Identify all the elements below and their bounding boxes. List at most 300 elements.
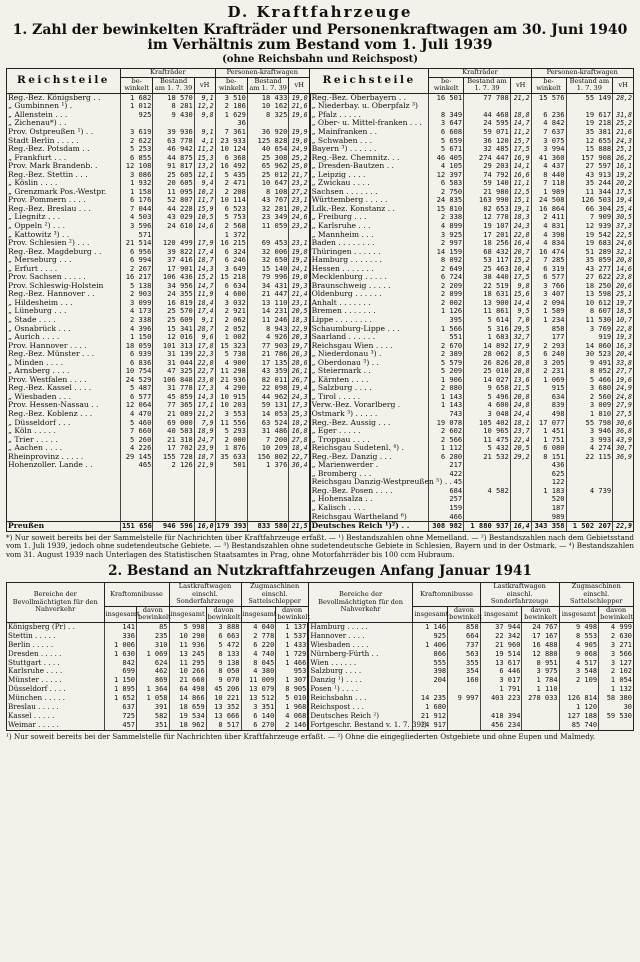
kraftraeder-bewinkelt: 29 145 <box>120 453 152 462</box>
kraftraeder-bestand <box>464 470 511 479</box>
kraftraeder-bestand: 4 582 <box>464 487 511 496</box>
zug-insgesamt: 6 140 <box>241 712 276 721</box>
pkw-vh: 21,6 <box>289 102 310 111</box>
lkw-insgesamt: 11 936 <box>169 641 206 650</box>
kraftraeder-bestand: 17 901 <box>153 265 194 274</box>
region-name: Thüringen . . . . . . <box>310 248 429 257</box>
kraftraeder-bestand: 18 570 <box>153 93 194 102</box>
empty-cell <box>153 487 194 496</box>
kraftraeder-bestand: 43 029 <box>153 213 194 222</box>
region-name: Baden . . . . . . . . <box>310 239 429 248</box>
empty-cell <box>120 487 152 496</box>
pkw-bestand: 65 962 <box>247 162 288 171</box>
pkw-bestand: 59 131 <box>247 401 288 410</box>
kraftraeder-bewinkelt: 466 <box>429 513 464 522</box>
region-name: Reg.-Bez. Aussig . . . <box>310 419 429 428</box>
kraftraeder-bestand: 101 313 <box>153 342 194 351</box>
lkw-insgesamt: 18 659 <box>169 703 206 712</box>
pkw-bewinkelt: 15 576 <box>531 93 566 102</box>
zug-insgesamt: 3 548 <box>559 667 598 676</box>
region-name: „ Frankfurt . . . <box>7 154 121 163</box>
lkw-bewinkelt: 9 070 <box>206 676 241 685</box>
region-name: „ Stade . . . . <box>7 316 121 325</box>
kraftraeder-bestand: 105 402 <box>464 419 511 428</box>
pkw-bestand: 82 011 <box>247 376 288 385</box>
region-name: Reg.-Bez. Stettin . . . <box>7 171 121 180</box>
kraftraeder-vh: 24,7 <box>194 436 215 445</box>
kraftraeder-vh: 18,9 <box>194 427 215 436</box>
pkw-bewinkelt: 16 864 <box>531 205 566 214</box>
pkw-bestand: 63 524 <box>247 419 288 428</box>
table1-title: 1. Zahl der bewinkelten Krafträder und Personenkraftwagen am 30. Juni 1940 <box>12 21 628 38</box>
empty-cell <box>153 504 194 513</box>
bereich-name: Kassel . . . . . <box>7 712 105 721</box>
zug-bewinkelt: 4 999 <box>599 622 634 631</box>
col-bewinkelt: be-winkelt <box>120 77 152 93</box>
kraftraeder-vh: 11,9 <box>194 290 215 299</box>
pkw-vh: 32,1 <box>613 248 634 257</box>
region-name: Reg.-Bez. Koblenz . . . <box>7 410 121 419</box>
lkw-insgesamt <box>480 703 522 712</box>
lkw-bewinkelt: 8 951 <box>522 659 559 668</box>
table2-body <box>7 622 634 730</box>
pkw-bewinkelt: 2 094 <box>531 299 566 308</box>
pkw-bewinkelt: 1 876 <box>215 444 247 453</box>
pkw-bestand <box>566 461 613 470</box>
empty-cell <box>289 487 310 496</box>
kraftraeder-vh: 11,7 <box>194 196 215 205</box>
pkw-bewinkelt: 839 <box>531 401 566 410</box>
lkw-insgesamt: 19 514 <box>480 650 522 659</box>
pkw-vh: 25,0 <box>289 162 310 171</box>
kraftraeder-bewinkelt: 2 389 <box>429 350 464 359</box>
lkw-bewinkelt: 1 784 <box>522 676 559 685</box>
kraftraeder-vh: 20,8 <box>510 393 531 402</box>
zug-bewinkelt: 8 905 <box>276 685 309 694</box>
kraftraeder-bewinkelt: 6 855 <box>120 154 152 163</box>
kraftraeder-bestand: 25 609 <box>153 316 194 325</box>
col-bestand: Bestand am 1. 7. 39 <box>566 77 613 93</box>
pkw-vh: 28,6 <box>289 359 310 368</box>
kraftraeder-bewinkelt: 3 619 <box>120 128 152 137</box>
pkw-bewinkelt: 24 508 <box>531 196 566 205</box>
kraftraeder-bewinkelt: 6 583 <box>429 179 464 188</box>
pkw-bewinkelt: 6 080 <box>531 444 566 453</box>
kraftraeder-bestand: 39 822 <box>153 248 194 257</box>
region-name: „ Oberdonau ³) . . <box>310 359 429 368</box>
zug-bewinkelt: 30 <box>599 703 634 712</box>
kraftraeder-bewinkelt: 6 956 <box>120 248 152 257</box>
pkw-bewinkelt: 179 393 <box>216 521 247 531</box>
kraftraeder-bestand: 15 341 <box>153 325 194 334</box>
region-name: „ Köln . . . . . <box>7 427 121 436</box>
pkw-bewinkelt: 3 032 <box>215 299 247 308</box>
header <box>6 4 634 65</box>
lkw-insgesamt: 13 245 <box>169 650 206 659</box>
pkw-bestand: 79 996 <box>247 273 288 282</box>
pkw-bestand: 9 491 <box>566 359 613 368</box>
omnibusse-insgesamt: 1 146 <box>413 622 448 631</box>
omnibusse-bewinkelt <box>448 685 481 694</box>
lkw-bewinkelt: 8 133 <box>206 650 241 659</box>
kraftraeder-bewinkelt: 308 982 <box>429 522 464 532</box>
kraftraeder-vh: 8,5 <box>510 350 531 359</box>
kraftraeder-bewinkelt: 5 487 <box>120 384 152 393</box>
pkw-bewinkelt: 5 753 <box>215 213 247 222</box>
region-name: „ Arnsberg . . . . <box>7 367 121 376</box>
empty-cell <box>247 470 288 479</box>
kraftraeder-bestand: 120 499 <box>153 239 194 248</box>
pkw-bestand: 3 769 <box>566 325 613 334</box>
kraftraeder-bestand: 74 792 <box>464 171 511 180</box>
pkw-bestand: 4 926 <box>247 333 288 342</box>
region-name: Hohenzoller. Lande . . <box>7 461 121 470</box>
bereich-name: Düsseldorf . . . . <box>7 685 105 694</box>
lkw-insgesamt: 5 998 <box>169 622 206 631</box>
lkw-bewinkelt: 24 767 <box>522 622 559 631</box>
pkw-vh: 17,3 <box>289 401 310 410</box>
pkw-bewinkelt: 858 <box>531 325 566 334</box>
pkw-bestand: 10 647 <box>247 179 288 188</box>
kraftraeder-vh <box>194 119 215 128</box>
pkw-bewinkelt: 4 842 <box>531 119 566 128</box>
pkw-bewinkelt: 915 <box>531 384 566 393</box>
kraftraeder-vh: 32,7 <box>510 333 531 342</box>
empty-cell <box>289 513 310 522</box>
table-row <box>7 721 634 730</box>
kraftraeder-bestand: 5 496 <box>464 393 511 402</box>
kraftraeder-vh: 17,5 <box>510 145 531 154</box>
pkw-bestand: 157 908 <box>566 154 613 163</box>
kraftraeder-bestand: 28 062 <box>464 350 511 359</box>
kraftraeder-vh: 28,7 <box>194 325 215 334</box>
kraftraeder-vh: 15,7 <box>510 137 531 146</box>
kraftraeder-vh: 21,2 <box>510 93 531 102</box>
region-name: Prov. Hessen-Nassau . . <box>7 401 121 410</box>
kraftraeder-vh: 18,3 <box>510 213 531 222</box>
pkw-bewinkelt: 16 474 <box>531 248 566 257</box>
kraftraeder-vh: 11,2 <box>510 128 531 137</box>
col-vh: vH <box>510 77 531 93</box>
omnibusse-bewinkelt: 664 <box>448 632 481 641</box>
kraftraeder-bewinkelt: 12 397 <box>429 171 464 180</box>
zug-bewinkelt: 1 307 <box>276 676 309 685</box>
empty-cell <box>194 478 215 487</box>
pkw-vh: 22,7 <box>289 453 310 462</box>
kraftraeder-bestand: 11 095 <box>153 188 194 197</box>
pkw-bestand: 14 231 <box>247 307 288 316</box>
empty-cell <box>120 478 152 487</box>
pkw-bestand: 11 530 <box>566 316 613 325</box>
pkw-vh: 30,7 <box>613 444 634 453</box>
zug-insgesamt: 13 512 <box>241 694 276 703</box>
pkw-bestand: 156 802 <box>247 453 288 462</box>
pkw-vh: 24,6 <box>613 239 634 248</box>
pkw-bestand: 19 542 <box>566 231 613 240</box>
region-name: Deutsches Reich ¹)²) . . <box>310 522 429 532</box>
zug-bewinkelt: 5 010 <box>276 694 309 703</box>
pkw-bestand: 43 913 <box>566 171 613 180</box>
kraftraeder-bestand: 155 728 <box>153 453 194 462</box>
omnibusse-bewinkelt: 354 <box>448 667 481 676</box>
page <box>6 4 634 741</box>
pkw-bestand: 10 612 <box>566 299 613 308</box>
empty-cell <box>247 495 288 504</box>
kraftraeder-vh: 7,0 <box>510 316 531 325</box>
pkw-vh: 14,6 <box>613 265 634 274</box>
col-bereiche: Bereiche der Bevollmächtigten für den Nahverkehr <box>308 583 412 623</box>
pkw-bewinkelt: 4 831 <box>531 222 566 231</box>
omnibusse-insgesamt: 1 680 <box>413 703 448 712</box>
kraftraeder-bewinkelt: 2 338 <box>120 316 152 325</box>
kraftraeder-bewinkelt: 2 080 <box>429 384 464 393</box>
kraftraeder-vh: 13,6 <box>510 376 531 385</box>
region-name: „ Bromberg . . . <box>310 470 429 479</box>
kraftraeder-bewinkelt: 2 566 <box>429 436 464 445</box>
zug-insgesamt: 6 270 <box>241 721 276 730</box>
kraftraeder-vh: 17,1 <box>194 401 215 410</box>
kraftraeder-bewinkelt: 16 217 <box>120 273 152 282</box>
table1-subtitle: im Verhältnis zum Bestand vom 1. Juli 1939 <box>147 36 493 53</box>
kraftraeder-bewinkelt: 8 092 <box>429 256 464 265</box>
kraftraeder-bestand: 44 228 <box>153 205 194 214</box>
region-name: Anhalt . . . . . . . <box>310 299 429 308</box>
kraftraeder-bewinkelt: 151 656 <box>121 521 152 531</box>
zug-insgesamt: 2 778 <box>241 632 276 641</box>
kraftraeder-vh: 9,4 <box>194 179 215 188</box>
kraftraeder-bewinkelt: 1 158 <box>120 188 152 197</box>
pkw-bewinkelt: 1 751 <box>531 436 566 445</box>
empty-cell <box>215 478 247 487</box>
pkw-vh: 20,2 <box>289 205 310 214</box>
kraftraeder-vh: 15,9 <box>194 205 215 214</box>
pkw-vh: 22,5 <box>613 231 634 240</box>
lkw-bewinkelt: 45 206 <box>206 685 241 694</box>
pkw-vh: 24,9 <box>289 145 310 154</box>
region-name: Prov. Hannover . . . . <box>7 342 121 351</box>
kraftraeder-vh: 14,7 <box>194 282 215 291</box>
region-name: „ Steiermark . . <box>310 367 429 376</box>
kraftraeder-vh: 18,4 <box>194 299 215 308</box>
pkw-bestand: 10 162 <box>247 102 288 111</box>
kraftraeder-bewinkelt: 2 267 <box>120 265 152 274</box>
kraftraeder-vh: 22,4 <box>510 436 531 445</box>
region-name: „ Lüneburg . . . <box>7 307 121 316</box>
kraftraeder-bewinkelt: 4 396 <box>120 325 152 334</box>
kraftraeder-bestand: 25 605 <box>153 171 194 180</box>
omnibusse-insgesamt: 555 <box>413 659 448 668</box>
omnibusse-insgesamt: 1 652 <box>104 694 137 703</box>
pkw-bestand: 11 059 <box>247 222 288 231</box>
region-name: Mecklenburg . . . . . <box>310 273 429 282</box>
col-insgesamt: insgesamt <box>241 606 276 622</box>
kraftraeder-bewinkelt: 571 <box>120 231 152 240</box>
region-name: Oldenburg . . . . . . <box>310 290 429 299</box>
pkw-bewinkelt: 21 936 <box>215 376 247 385</box>
omnibusse-insgesamt: 1 895 <box>104 685 137 694</box>
empty-cell <box>289 495 310 504</box>
kraftraeder-bestand: 29 203 <box>464 162 511 171</box>
pkw-vh <box>289 119 310 128</box>
pkw-bestand: 30 523 <box>566 350 613 359</box>
omnibusse-insgesamt: 699 <box>104 667 137 676</box>
kraftraeder-bewinkelt: 2 338 <box>429 213 464 222</box>
kraftraeder-vh <box>510 470 531 479</box>
pkw-vh: 19,0 <box>289 273 310 282</box>
kraftraeder-bewinkelt: 1 906 <box>429 376 464 385</box>
zug-insgesamt: 13 079 <box>241 685 276 694</box>
zug-insgesamt: 85 740 <box>559 721 598 730</box>
kraftraeder-bestand: 91 817 <box>153 162 194 171</box>
pkw-vh: 25,1 <box>613 290 634 299</box>
pkw-vh: 24,3 <box>289 393 310 402</box>
region-name: „ Merseburg . . . <box>7 256 121 265</box>
kraftraeder-bewinkelt: 6 994 <box>120 256 152 265</box>
pkw-vh <box>289 231 310 240</box>
kraftraeder-bestand: 1 880 937 <box>464 522 511 532</box>
empty-cell <box>153 495 194 504</box>
region-name: Reg.-Bez. Breslau . . . <box>7 205 121 214</box>
pkw-bestand: 13 598 <box>566 290 613 299</box>
region-name: Reg.-Bez. Potsdam . . <box>7 145 121 154</box>
region-name: Reg.-Bez. Chemnitz. . . <box>310 154 429 163</box>
col-insgesamt: insgesamt <box>413 606 448 622</box>
kraftraeder-bewinkelt: 19 078 <box>429 419 464 428</box>
kraftraeder-bestand: 10 965 <box>464 427 511 436</box>
kraftraeder-bestand: 24 595 <box>464 119 511 128</box>
omnibusse-bewinkelt: 160 <box>448 676 481 685</box>
kraftraeder-bewinkelt: 3 086 <box>120 171 152 180</box>
pkw-vh: 20,3 <box>289 333 310 342</box>
kraftraeder-bestand: 45 859 <box>153 393 194 402</box>
kraftraeder-vh: 4,1 <box>194 137 215 146</box>
pkw-bewinkelt: 2 062 <box>215 316 247 325</box>
pkw-bewinkelt: 1 629 <box>215 111 247 120</box>
pkw-bewinkelt: 8 440 <box>531 171 566 180</box>
kraftraeder-bewinkelt: 18 059 <box>120 342 152 351</box>
region-name: „ Mainfranken . . <box>310 128 429 137</box>
empty-cell <box>153 478 194 487</box>
pkw-vh: 24,3 <box>613 137 634 146</box>
region-name: „ Schwaben . . . <box>310 137 429 146</box>
omnibusse-bewinkelt: 624 <box>137 659 170 668</box>
kraftraeder-bestand: 31 044 <box>153 359 194 368</box>
col-bereiche: Bereiche der Bevollmächtigten für den Nahverkehr <box>7 583 105 623</box>
kraftraeder-bewinkelt: 925 <box>120 111 152 120</box>
col-bestand: Bestand am 1. 7. 39 <box>154 76 193 93</box>
pkw-bestand: 3 993 <box>566 436 613 445</box>
kraftraeder-bewinkelt: 422 <box>429 470 464 479</box>
region-name: „ Hohensalza . . <box>310 495 429 504</box>
region-name: Saarland . . . . . . <box>310 333 429 342</box>
region-name: „ Salzburg . . . . <box>310 384 429 393</box>
region-name: Braunschweig . . . . . <box>310 282 429 291</box>
omnibusse-bewinkelt: 1 058 <box>137 694 170 703</box>
kraftraeder-bestand: 59 071 <box>464 128 511 137</box>
kraftraeder-vh <box>510 495 531 504</box>
table2-footnotes: ¹) Nur soweit bereits bei der Sammelstelle für Nachrichten über Kraftfahrzeuge erfaßt. — ²) Ohne die eingegliederten Ostgebiete und ohne Eupen und Malmedy. <box>6 731 596 741</box>
lkw-bewinkelt: 8 517 <box>206 721 241 730</box>
pkw-bestand: 126 503 <box>566 196 613 205</box>
zug-insgesamt: 4 040 <box>241 622 276 631</box>
omnibusse-bewinkelt: 563 <box>448 650 481 659</box>
omnibusse-bewinkelt: 391 <box>137 703 170 712</box>
zug-bewinkelt: 1 466 <box>276 659 309 668</box>
pkw-bewinkelt: 23 933 <box>215 137 247 146</box>
pkw-bestand: 40 654 <box>247 145 288 154</box>
omnibusse-bewinkelt <box>448 721 481 730</box>
lkw-insgesamt: 21 660 <box>169 676 206 685</box>
pkw-vh: 22,9 <box>613 522 634 532</box>
pkw-vh: 19,3 <box>289 282 310 291</box>
pkw-bewinkelt: 5 293 <box>215 427 247 436</box>
zug-bewinkelt: 1 968 <box>276 703 309 712</box>
kraftraeder-bewinkelt: 6 939 <box>120 350 152 359</box>
zug-bewinkelt: 1 537 <box>276 632 309 641</box>
kraftraeder-vh: 10,4 <box>510 265 531 274</box>
kraftraeder-vh <box>510 461 531 470</box>
kraftraeder-vh: 22,7 <box>194 367 215 376</box>
kraftraeder-bewinkelt: 2 670 <box>429 342 464 351</box>
kraftraeder-bestand: 5 432 <box>464 444 511 453</box>
pkw-bestand <box>566 495 613 504</box>
omnibusse-bewinkelt: 1 069 <box>137 650 170 659</box>
pkw-bestand: 10 209 <box>247 444 288 453</box>
kraftraeder-bestand: 38 440 <box>464 273 511 282</box>
region-name: „ Kalisch . . . . <box>310 504 429 513</box>
pkw-bestand: 8 325 <box>247 111 288 120</box>
kraftraeder-bestand: 40 583 <box>153 427 194 436</box>
lkw-insgesamt: 456 234 <box>480 721 522 730</box>
kraftraeder-bewinkelt: 5 579 <box>429 359 464 368</box>
pkw-bestand: 14 060 <box>566 342 613 351</box>
table2 <box>6 582 634 730</box>
zug-insgesamt <box>559 685 598 694</box>
pkw-vh: 21,7 <box>289 171 310 180</box>
zug-insgesamt: 8 553 <box>559 632 598 641</box>
lkw-insgesamt: 418 394 <box>480 712 522 721</box>
lkw-bewinkelt: 3 975 <box>522 667 559 676</box>
kraftraeder-bestand: 53 117 <box>464 256 511 265</box>
region-name: Reg.-Bez. Hannover . . <box>7 290 121 299</box>
kraftraeder-vh: 14,7 <box>510 119 531 128</box>
kraftraeder-bewinkelt: 2 997 <box>429 239 464 248</box>
kraftraeder-vh: 23,0 <box>194 376 215 385</box>
pkw-bewinkelt: 2 921 <box>215 307 247 316</box>
pkw-bewinkelt: 15 323 <box>215 342 247 351</box>
pkw-vh: 36,9 <box>613 453 634 462</box>
kraftraeder-bewinkelt: 45 <box>429 478 464 487</box>
pkw-bestand: 27 622 <box>566 273 613 282</box>
pkw-vh: 16,3 <box>613 342 634 351</box>
lkw-bewinkelt <box>522 712 559 721</box>
kraftraeder-bewinkelt: 8 349 <box>429 111 464 120</box>
region-name: Reg.-Bez. Oberbayern . . <box>310 93 429 102</box>
region-name: Württemberg . . . . . <box>310 196 429 205</box>
col-insgesamt: insgesamt <box>559 606 598 622</box>
pkw-bestand: 3 946 <box>566 427 613 436</box>
pkw-bewinkelt: 2 568 <box>215 222 247 231</box>
pkw-vh: 21,5 <box>289 522 310 532</box>
region-name: „ Niederbay. u. Oberpfalz ³) <box>310 102 429 111</box>
omnibusse-insgesamt: 1 150 <box>104 676 137 685</box>
kraftraeder-bestand: 46 942 <box>153 145 194 154</box>
kraftraeder-bewinkelt: 1 112 <box>429 444 464 453</box>
region-name: „ Kattowitz ³) . . <box>7 231 121 240</box>
region-name: Hamburg . . . . . . . <box>310 256 429 265</box>
lkw-bewinkelt <box>522 703 559 712</box>
pkw-bewinkelt: 10 114 <box>215 196 247 205</box>
